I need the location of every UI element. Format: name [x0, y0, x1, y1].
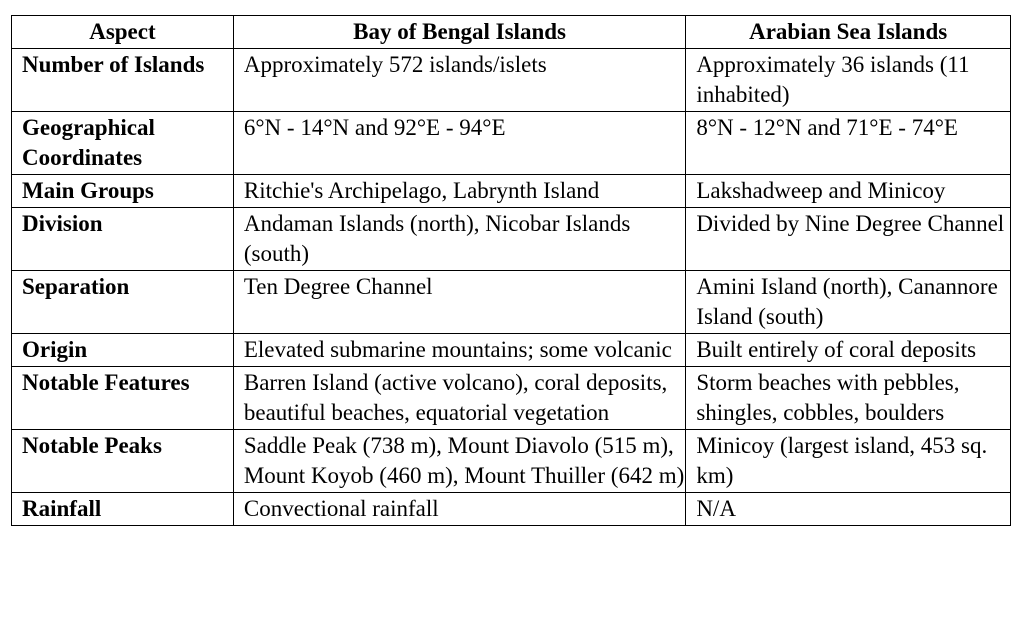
aspect-cell: Origin [12, 334, 234, 367]
table-row [12, 49, 1011, 112]
header-row [12, 16, 1011, 49]
bay-of-bengal-cell: Andaman Islands (north), Nicobar Islands (south) [233, 208, 685, 271]
arabian-sea-cell: Lakshadweep and Minicoy [686, 175, 1011, 208]
bay-of-bengal-cell: Approximately 572 islands/islets [233, 49, 685, 112]
table-row [12, 493, 1011, 526]
aspect-cell: Number of Islands [12, 49, 234, 112]
header-bay-of-bengal: Bay of Bengal Islands [233, 16, 685, 49]
aspect-cell: Rainfall [12, 493, 234, 526]
aspect-cell: Separation [12, 271, 234, 334]
aspect-cell: Notable Features [12, 367, 234, 430]
bay-of-bengal-cell: Elevated submarine mountains; some volcanic [233, 334, 685, 367]
arabian-sea-cell: Approximately 36 islands (11 inhabited) [686, 49, 1011, 112]
arabian-sea-cell: N/A [686, 493, 1011, 526]
table-row [12, 208, 1011, 271]
aspect-cell: Geographical Coordinates [12, 112, 234, 175]
arabian-sea-cell: Built entirely of coral deposits [686, 334, 1011, 367]
table-row [12, 430, 1011, 493]
arabian-sea-cell: Amini Island (north), Canannore Island (south) [686, 271, 1011, 334]
table-row [12, 112, 1011, 175]
bay-of-bengal-cell: Ten Degree Channel [233, 271, 685, 334]
bay-of-bengal-cell: 6°N - 14°N and 92°E - 94°E [233, 112, 685, 175]
table-row [12, 271, 1011, 334]
aspect-cell: Notable Peaks [12, 430, 234, 493]
table-row [12, 175, 1011, 208]
header-arabian-sea: Arabian Sea Islands [686, 16, 1011, 49]
table-row [12, 367, 1011, 430]
header-aspect: Aspect [12, 16, 234, 49]
bay-of-bengal-cell: Barren Island (active volcano), coral deposits, beautiful beaches, equatorial vegetation [233, 367, 685, 430]
arabian-sea-cell: 8°N - 12°N and 71°E - 74°E [686, 112, 1011, 175]
bay-of-bengal-cell: Saddle Peak (738 m), Mount Diavolo (515 m), Mount Koyob (460 m), Mount Thuiller (642 m) [233, 430, 685, 493]
bay-of-bengal-cell: Convectional rainfall [233, 493, 685, 526]
arabian-sea-cell: Divided by Nine Degree Channel [686, 208, 1011, 271]
comparison-table [11, 15, 1011, 526]
aspect-cell: Division [12, 208, 234, 271]
bay-of-bengal-cell: Ritchie's Archipelago, Labrynth Island [233, 175, 685, 208]
arabian-sea-cell: Minicoy (largest island, 453 sq. km) [686, 430, 1011, 493]
aspect-cell: Main Groups [12, 175, 234, 208]
arabian-sea-cell: Storm beaches with pebbles, shingles, cobbles, boulders [686, 367, 1011, 430]
table-row [12, 334, 1011, 367]
